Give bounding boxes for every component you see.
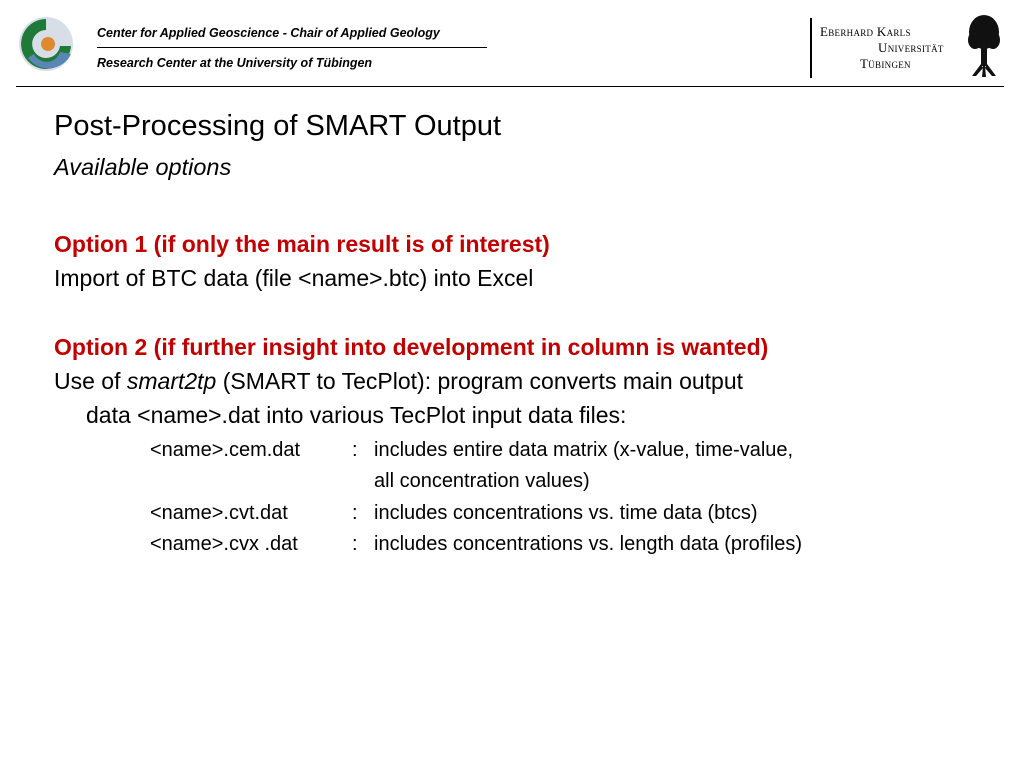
university-tree-icon xyxy=(966,14,1002,78)
file-name: <name>.cvx .dat xyxy=(150,533,298,555)
file-name: <name>.cem.dat xyxy=(150,439,301,461)
institute-line-2: Research Center at the University of Tübingen xyxy=(97,56,373,70)
university-line-1: Eberhard Karls xyxy=(820,24,911,39)
header-divider xyxy=(810,18,812,78)
file-separator: : xyxy=(352,533,358,555)
option-1-heading: Option 1 (if only the main result is of interest) xyxy=(54,231,550,257)
header-underline xyxy=(97,47,487,48)
option-2-heading: Option 2 (if further insight into development in column is wanted) xyxy=(54,334,769,360)
slide-header xyxy=(0,0,1024,88)
option-1-body: Import of BTC data (file <name>.btc) into Excel xyxy=(54,265,534,291)
program-name: smart2tp xyxy=(126,368,217,394)
institute-line-1: Center for Applied Geoscience - Chair of Applied Geology xyxy=(97,26,440,40)
option-2-body-prefix: Use of xyxy=(54,368,127,394)
geoscience-logo-icon xyxy=(16,14,76,74)
option-2-body-rest: (SMART to TecPlot): program converts main output xyxy=(216,368,744,394)
option-2-body-line-1 xyxy=(54,368,743,395)
file-description: includes concentrations vs. time data (btcs) xyxy=(374,502,758,524)
file-description: includes concentrations vs. length data (profiles) xyxy=(374,533,803,555)
university-line-2: Universität xyxy=(878,40,944,55)
slide-title: Post-Processing of SMART Output xyxy=(54,110,502,142)
file-name: <name>.cvt.dat xyxy=(150,502,288,524)
university-name xyxy=(820,24,970,72)
header-rule xyxy=(16,86,1004,87)
file-separator: : xyxy=(352,502,358,524)
file-description: includes entire data matrix (x-value, time-value, xyxy=(374,439,794,461)
university-line-3: Tübingen xyxy=(860,56,911,71)
file-description-continued: all concentration values) xyxy=(374,470,590,492)
slide-subtitle: Available options xyxy=(54,154,232,180)
option-2-body-line-2: data <name>.dat into various TecPlot input data files: xyxy=(86,402,627,428)
file-separator: : xyxy=(352,439,358,461)
